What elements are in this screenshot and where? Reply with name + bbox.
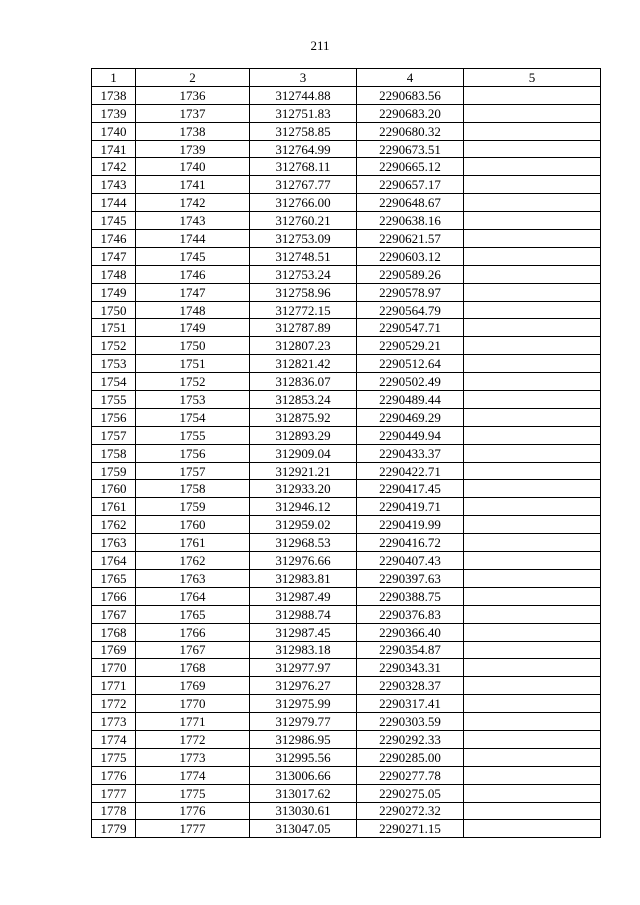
note-cell	[464, 230, 601, 248]
table-row	[92, 713, 601, 731]
point-index-cell: 1765	[136, 605, 250, 623]
y-coordinate-cell: 2290449.94	[357, 426, 464, 444]
y-coordinate-cell: 2290589.26	[357, 265, 464, 283]
table-row	[92, 730, 601, 748]
point-index-cell: 1755	[136, 426, 250, 444]
table-row	[92, 158, 601, 176]
table-row	[92, 140, 601, 158]
point-number-cell: 1765	[92, 569, 136, 587]
x-coordinate-cell: 312976.66	[250, 552, 357, 570]
table-row	[92, 552, 601, 570]
point-number-cell: 1768	[92, 623, 136, 641]
column-header: 1	[92, 69, 136, 87]
note-cell	[464, 695, 601, 713]
x-coordinate-cell: 312909.04	[250, 444, 357, 462]
x-coordinate-cell: 312959.02	[250, 516, 357, 534]
y-coordinate-cell: 2290343.31	[357, 659, 464, 677]
x-coordinate-cell: 312893.29	[250, 426, 357, 444]
point-number-cell: 1747	[92, 247, 136, 265]
table-row	[92, 265, 601, 283]
point-index-cell: 1762	[136, 552, 250, 570]
y-coordinate-cell: 2290512.64	[357, 355, 464, 373]
note-cell	[464, 247, 601, 265]
x-coordinate-cell: 313006.66	[250, 766, 357, 784]
point-index-cell: 1742	[136, 194, 250, 212]
x-coordinate-cell: 312744.88	[250, 86, 357, 104]
y-coordinate-cell: 2290638.16	[357, 212, 464, 230]
point-index-cell: 1776	[136, 802, 250, 820]
point-number-cell: 1753	[92, 355, 136, 373]
point-number-cell: 1764	[92, 552, 136, 570]
note-cell	[464, 337, 601, 355]
point-index-cell: 1748	[136, 301, 250, 319]
point-number-cell: 1739	[92, 104, 136, 122]
point-index-cell: 1756	[136, 444, 250, 462]
point-index-cell: 1737	[136, 104, 250, 122]
point-number-cell: 1769	[92, 641, 136, 659]
x-coordinate-cell: 312875.92	[250, 408, 357, 426]
point-index-cell: 1772	[136, 730, 250, 748]
point-index-cell: 1736	[136, 86, 250, 104]
y-coordinate-cell: 2290416.72	[357, 534, 464, 552]
note-cell	[464, 569, 601, 587]
y-coordinate-cell: 2290603.12	[357, 247, 464, 265]
column-header: 2	[136, 69, 250, 87]
column-header: 5	[464, 69, 601, 87]
note-cell	[464, 766, 601, 784]
y-coordinate-cell: 2290433.37	[357, 444, 464, 462]
point-index-cell: 1757	[136, 462, 250, 480]
table-row	[92, 820, 601, 838]
point-index-cell: 1771	[136, 713, 250, 731]
note-cell	[464, 373, 601, 391]
note-cell	[464, 730, 601, 748]
note-cell	[464, 534, 601, 552]
y-coordinate-cell: 2290419.99	[357, 516, 464, 534]
note-cell	[464, 587, 601, 605]
y-coordinate-cell: 2290621.57	[357, 230, 464, 248]
table-row	[92, 677, 601, 695]
table-row	[92, 104, 601, 122]
point-number-cell: 1774	[92, 730, 136, 748]
note-cell	[464, 158, 601, 176]
x-coordinate-cell: 312987.49	[250, 587, 357, 605]
point-number-cell: 1760	[92, 480, 136, 498]
point-index-cell: 1767	[136, 641, 250, 659]
note-cell	[464, 408, 601, 426]
x-coordinate-cell: 312983.81	[250, 569, 357, 587]
y-coordinate-cell: 2290388.75	[357, 587, 464, 605]
point-number-cell: 1738	[92, 86, 136, 104]
table-row	[92, 122, 601, 140]
y-coordinate-cell: 2290303.59	[357, 713, 464, 731]
table-row	[92, 283, 601, 301]
table-row	[92, 462, 601, 480]
x-coordinate-cell: 312772.15	[250, 301, 357, 319]
x-coordinate-cell: 312968.53	[250, 534, 357, 552]
note-cell	[464, 265, 601, 283]
point-number-cell: 1755	[92, 391, 136, 409]
x-coordinate-cell: 312976.27	[250, 677, 357, 695]
note-cell	[464, 748, 601, 766]
point-number-cell: 1752	[92, 337, 136, 355]
point-index-cell: 1768	[136, 659, 250, 677]
y-coordinate-cell: 2290354.87	[357, 641, 464, 659]
column-header: 3	[250, 69, 357, 87]
point-index-cell: 1743	[136, 212, 250, 230]
x-coordinate-cell: 312988.74	[250, 605, 357, 623]
point-index-cell: 1766	[136, 623, 250, 641]
point-number-cell: 1749	[92, 283, 136, 301]
x-coordinate-cell: 312933.20	[250, 480, 357, 498]
table-row	[92, 748, 601, 766]
point-index-cell: 1775	[136, 784, 250, 802]
table-row	[92, 355, 601, 373]
point-number-cell: 1776	[92, 766, 136, 784]
table-row	[92, 319, 601, 337]
table-row	[92, 784, 601, 802]
note-cell	[464, 462, 601, 480]
point-number-cell: 1746	[92, 230, 136, 248]
point-number-cell: 1773	[92, 713, 136, 731]
note-cell	[464, 820, 601, 838]
note-cell	[464, 140, 601, 158]
point-number-cell: 1742	[92, 158, 136, 176]
y-coordinate-cell: 2290328.37	[357, 677, 464, 695]
y-coordinate-cell: 2290419.71	[357, 498, 464, 516]
point-index-cell: 1753	[136, 391, 250, 409]
table-row	[92, 176, 601, 194]
point-index-cell: 1759	[136, 498, 250, 516]
x-coordinate-cell: 312766.00	[250, 194, 357, 212]
x-coordinate-cell: 312983.18	[250, 641, 357, 659]
x-coordinate-cell: 312853.24	[250, 391, 357, 409]
y-coordinate-cell: 2290578.97	[357, 283, 464, 301]
y-coordinate-cell: 2290564.79	[357, 301, 464, 319]
table-header	[92, 69, 601, 87]
table-row	[92, 480, 601, 498]
point-index-cell: 1746	[136, 265, 250, 283]
point-number-cell: 1777	[92, 784, 136, 802]
point-number-cell: 1763	[92, 534, 136, 552]
y-coordinate-cell: 2290417.45	[357, 480, 464, 498]
point-number-cell: 1767	[92, 605, 136, 623]
point-index-cell: 1758	[136, 480, 250, 498]
table-row	[92, 444, 601, 462]
table-row	[92, 516, 601, 534]
y-coordinate-cell: 2290397.63	[357, 569, 464, 587]
table-row	[92, 247, 601, 265]
x-coordinate-cell: 313030.61	[250, 802, 357, 820]
point-number-cell: 1750	[92, 301, 136, 319]
point-index-cell: 1761	[136, 534, 250, 552]
table-row	[92, 695, 601, 713]
y-coordinate-cell: 2290489.44	[357, 391, 464, 409]
point-index-cell: 1750	[136, 337, 250, 355]
note-cell	[464, 355, 601, 373]
table-row	[92, 605, 601, 623]
header-row	[92, 69, 601, 87]
point-number-cell: 1762	[92, 516, 136, 534]
point-number-cell: 1766	[92, 587, 136, 605]
point-number-cell: 1775	[92, 748, 136, 766]
note-cell	[464, 659, 601, 677]
table-row	[92, 391, 601, 409]
x-coordinate-cell: 312921.21	[250, 462, 357, 480]
point-index-cell: 1754	[136, 408, 250, 426]
x-coordinate-cell: 312758.85	[250, 122, 357, 140]
x-coordinate-cell: 312758.96	[250, 283, 357, 301]
x-coordinate-cell: 312767.77	[250, 176, 357, 194]
note-cell	[464, 444, 601, 462]
y-coordinate-cell: 2290683.56	[357, 86, 464, 104]
note-cell	[464, 802, 601, 820]
x-coordinate-cell: 312836.07	[250, 373, 357, 391]
y-coordinate-cell: 2290657.17	[357, 176, 464, 194]
note-cell	[464, 623, 601, 641]
point-number-cell: 1759	[92, 462, 136, 480]
note-cell	[464, 677, 601, 695]
point-index-cell: 1741	[136, 176, 250, 194]
note-cell	[464, 516, 601, 534]
note-cell	[464, 480, 601, 498]
y-coordinate-cell: 2290277.78	[357, 766, 464, 784]
x-coordinate-cell: 312760.21	[250, 212, 357, 230]
x-coordinate-cell: 312975.99	[250, 695, 357, 713]
note-cell	[464, 391, 601, 409]
point-number-cell: 1757	[92, 426, 136, 444]
table-row	[92, 802, 601, 820]
y-coordinate-cell: 2290317.41	[357, 695, 464, 713]
point-number-cell: 1761	[92, 498, 136, 516]
note-cell	[464, 319, 601, 337]
table-row	[92, 212, 601, 230]
x-coordinate-cell: 312987.45	[250, 623, 357, 641]
page-number: 211	[310, 38, 330, 53]
table-row	[92, 623, 601, 641]
y-coordinate-cell: 2290680.32	[357, 122, 464, 140]
x-coordinate-cell: 312751.83	[250, 104, 357, 122]
note-cell	[464, 194, 601, 212]
point-number-cell: 1778	[92, 802, 136, 820]
y-coordinate-cell: 2290422.71	[357, 462, 464, 480]
y-coordinate-cell: 2290502.49	[357, 373, 464, 391]
x-coordinate-cell: 312979.77	[250, 713, 357, 731]
table-row	[92, 408, 601, 426]
point-number-cell: 1771	[92, 677, 136, 695]
x-coordinate-cell: 312995.56	[250, 748, 357, 766]
x-coordinate-cell: 312986.95	[250, 730, 357, 748]
y-coordinate-cell: 2290275.05	[357, 784, 464, 802]
note-cell	[464, 283, 601, 301]
note-cell	[464, 605, 601, 623]
table-row	[92, 766, 601, 784]
note-cell	[464, 86, 601, 104]
table-row	[92, 230, 601, 248]
note-cell	[464, 713, 601, 731]
x-coordinate-cell: 312821.42	[250, 355, 357, 373]
y-coordinate-cell: 2290547.71	[357, 319, 464, 337]
x-coordinate-cell: 313017.62	[250, 784, 357, 802]
point-index-cell: 1774	[136, 766, 250, 784]
point-index-cell: 1773	[136, 748, 250, 766]
point-number-cell: 1741	[92, 140, 136, 158]
table-row	[92, 587, 601, 605]
point-number-cell: 1758	[92, 444, 136, 462]
point-number-cell: 1748	[92, 265, 136, 283]
y-coordinate-cell: 2290683.20	[357, 104, 464, 122]
table-row	[92, 641, 601, 659]
y-coordinate-cell: 2290407.43	[357, 552, 464, 570]
point-number-cell: 1745	[92, 212, 136, 230]
point-index-cell: 1763	[136, 569, 250, 587]
point-number-cell: 1779	[92, 820, 136, 838]
table-row	[92, 569, 601, 587]
point-number-cell: 1754	[92, 373, 136, 391]
point-index-cell: 1744	[136, 230, 250, 248]
x-coordinate-cell: 312768.11	[250, 158, 357, 176]
note-cell	[464, 176, 601, 194]
point-index-cell: 1764	[136, 587, 250, 605]
point-number-cell: 1770	[92, 659, 136, 677]
point-index-cell: 1738	[136, 122, 250, 140]
note-cell	[464, 784, 601, 802]
point-index-cell: 1777	[136, 820, 250, 838]
y-coordinate-cell: 2290648.67	[357, 194, 464, 212]
point-index-cell: 1749	[136, 319, 250, 337]
table-row	[92, 534, 601, 552]
point-number-cell: 1756	[92, 408, 136, 426]
table-row	[92, 373, 601, 391]
y-coordinate-cell: 2290469.29	[357, 408, 464, 426]
point-index-cell: 1751	[136, 355, 250, 373]
y-coordinate-cell: 2290292.33	[357, 730, 464, 748]
note-cell	[464, 641, 601, 659]
table-row	[92, 498, 601, 516]
note-cell	[464, 498, 601, 516]
note-cell	[464, 301, 601, 319]
x-coordinate-cell: 312764.99	[250, 140, 357, 158]
table-row	[92, 426, 601, 444]
y-coordinate-cell: 2290271.15	[357, 820, 464, 838]
table-body	[92, 86, 601, 837]
point-number-cell: 1772	[92, 695, 136, 713]
column-header: 4	[357, 69, 464, 87]
x-coordinate-cell: 312807.23	[250, 337, 357, 355]
y-coordinate-cell: 2290529.21	[357, 337, 464, 355]
point-index-cell: 1770	[136, 695, 250, 713]
point-index-cell: 1740	[136, 158, 250, 176]
y-coordinate-cell: 2290376.83	[357, 605, 464, 623]
coordinates-table	[91, 68, 601, 838]
table-row	[92, 337, 601, 355]
table-row	[92, 301, 601, 319]
point-index-cell: 1760	[136, 516, 250, 534]
x-coordinate-cell: 312946.12	[250, 498, 357, 516]
note-cell	[464, 122, 601, 140]
x-coordinate-cell: 312753.24	[250, 265, 357, 283]
point-index-cell: 1769	[136, 677, 250, 695]
note-cell	[464, 426, 601, 444]
point-index-cell: 1752	[136, 373, 250, 391]
table-row	[92, 86, 601, 104]
y-coordinate-cell: 2290673.51	[357, 140, 464, 158]
x-coordinate-cell: 312753.09	[250, 230, 357, 248]
table-row	[92, 659, 601, 677]
point-index-cell: 1747	[136, 283, 250, 301]
note-cell	[464, 104, 601, 122]
y-coordinate-cell: 2290665.12	[357, 158, 464, 176]
x-coordinate-cell: 312787.89	[250, 319, 357, 337]
x-coordinate-cell: 312748.51	[250, 247, 357, 265]
table-row	[92, 194, 601, 212]
x-coordinate-cell: 313047.05	[250, 820, 357, 838]
point-index-cell: 1739	[136, 140, 250, 158]
note-cell	[464, 212, 601, 230]
y-coordinate-cell: 2290272.32	[357, 802, 464, 820]
point-index-cell: 1745	[136, 247, 250, 265]
note-cell	[464, 552, 601, 570]
y-coordinate-cell: 2290366.40	[357, 623, 464, 641]
point-number-cell: 1751	[92, 319, 136, 337]
y-coordinate-cell: 2290285.00	[357, 748, 464, 766]
point-number-cell: 1744	[92, 194, 136, 212]
point-number-cell: 1740	[92, 122, 136, 140]
x-coordinate-cell: 312977.97	[250, 659, 357, 677]
point-number-cell: 1743	[92, 176, 136, 194]
